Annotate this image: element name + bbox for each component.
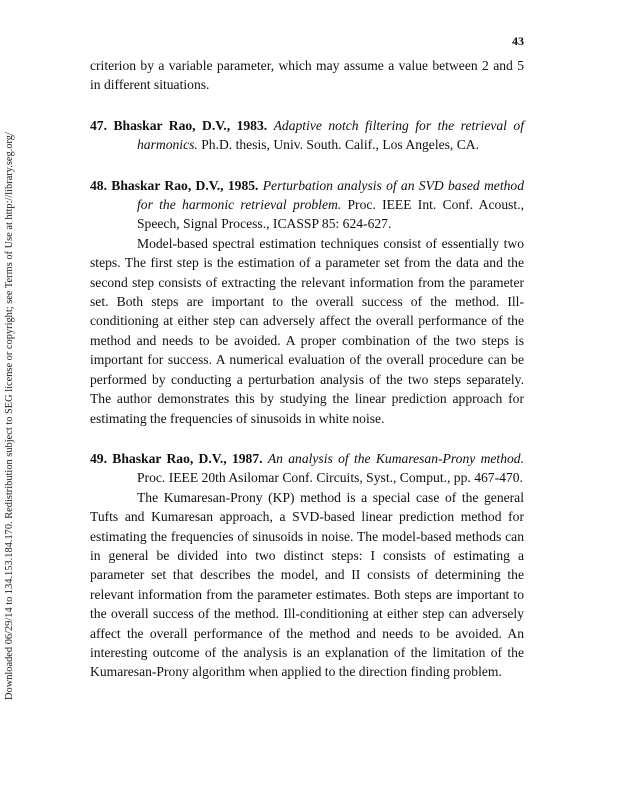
- reference-citation: [90, 116, 524, 155]
- reference-entry-48: [90, 176, 524, 428]
- reference-number: 49.: [90, 450, 107, 466]
- reference-title: Perturbation analysis of an SVD based method for the harmonic retrieval problem.: [137, 177, 524, 213]
- download-notice-text: Downloaded 06/29/14 to 134.153.184.170. Redistribution subject to SEG license or copyright; see Terms of Use at http://library.seg.org/: [4, 132, 15, 700]
- reference-source: Proc. IEEE 20th Asilomar Conf. Circuits, Syst., Comput., pp. 467-470.: [137, 470, 523, 486]
- download-notice: [2, 120, 19, 700]
- reference-source: Proc. IEEE Int. Conf. Acoust., Speech, Signal Process., ICASSP 85: 624-627.: [137, 197, 524, 232]
- reference-entry-49: [90, 449, 524, 682]
- reference-author: Bhaskar Rao, D.V.,: [112, 450, 227, 466]
- reference-citation: [90, 449, 524, 488]
- reference-entry-47: [90, 116, 524, 155]
- reference-number: 48.: [90, 177, 107, 193]
- reference-abstract: The Kumaresan-Prony (KP) method is a special case of the general Tufts and Kumaresan approach, a SVD-based linear prediction method for estimating the frequencies of sinusoids in noise. The model-based methods can in general be divided into two distinct steps: I consists of estimating a parameter set that describes the model, and II consists of determining the relevant information from the parameter estimates. Both steps are important to the overall success of the method. Ill-conditioning at either step can adversely affect the overall performance of the method and needs to be avoided. An interesting outcome of the analysis is an explanation of the limitation of the Kumaresan-Prony algorithm when applied to the direction finding problem.: [90, 489, 524, 680]
- page-number: 43: [512, 34, 524, 48]
- page-body: [90, 56, 524, 682]
- reference-title: Adaptive notch filtering for the retrieval of harmonics.: [137, 117, 524, 153]
- reference-source: Ph.D. thesis, Univ. South. Calif., Los Angeles, CA.: [201, 137, 479, 153]
- reference-number: 47.: [90, 117, 107, 133]
- reference-year: 1987.: [231, 450, 263, 466]
- reference-title: An analysis of the Kumaresan-Prony method.: [267, 450, 524, 466]
- reference-author: Bhaskar Rao, D.V.,: [111, 177, 224, 193]
- reference-abstract: Model-based spectral estimation techniques consist of essentially two steps. The first step is the estimation of a parameter set from the data and the second step consists of extracting the relevant information from the parameter set. Both steps are important to the overall success of the method. Ill-conditioning at either step can adversely affect the overall performance of the method and needs to be avoided. A proper combination of the two steps is important for success. A numerical evaluation of the overall procedure can be performed by conducting a perturbation analysis of the two steps separately. The author demonstrates this by studying the linear prediction approach for estimating the frequencies of sinusoids in white noise.: [90, 235, 524, 426]
- reference-year: 1983.: [236, 117, 268, 133]
- reference-year: 1985.: [227, 177, 259, 193]
- carryover-paragraph: criterion by a variable parameter, which may assume a value between 2 and 5 in different situations.: [90, 58, 524, 93]
- reference-author: Bhaskar Rao, D.V.,: [113, 117, 231, 133]
- reference-citation: [90, 176, 524, 234]
